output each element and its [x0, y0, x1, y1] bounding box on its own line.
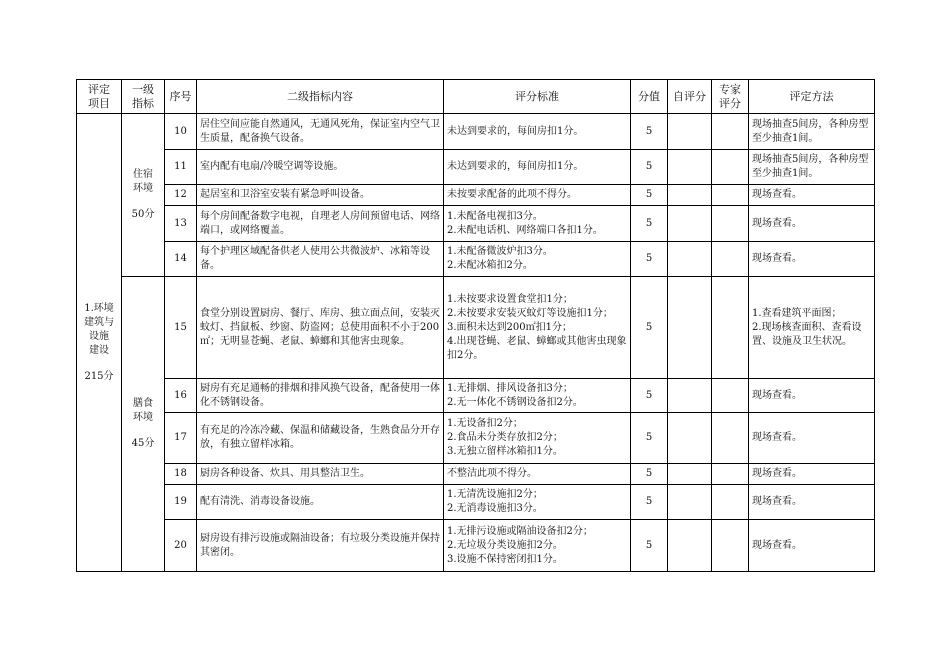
- row-content: 食堂分别设置厨房、餐厅、库房、独立面点间，安装灭蚊灯、挡鼠板、纱窗、防盗网；总使用面积不小于200㎡；无明显苍蝇、老鼠、蟑螂和其他害虫现象。: [197, 277, 444, 379]
- group-score: 50分: [131, 209, 155, 220]
- row-standard: 1.未按要求设置食堂扣1分； 2.未按要求安装灭蚊灯等设施扣1分； 3.面积未达到200㎡扣1分； 4.出现苍蝇、老鼠、蟑螂或其他害虫现象扣2分。: [444, 277, 631, 379]
- row-score: 5: [631, 150, 668, 185]
- row-method: 现场抽查5间房，各种房型至少抽查1间。: [749, 114, 875, 150]
- group-name-line: 住宿: [133, 169, 153, 180]
- row-expert-score[interactable]: [712, 485, 749, 520]
- row-expert-score[interactable]: [712, 185, 749, 206]
- header-standard: 评分标准: [444, 80, 631, 114]
- row-method: 现场查看。: [749, 242, 875, 277]
- header-row: [77, 80, 875, 114]
- row-self-score[interactable]: [668, 150, 712, 185]
- header-expert-line2: 评分: [719, 96, 741, 110]
- eval-item-score: 215分: [84, 370, 114, 382]
- table-row: [77, 277, 875, 379]
- eval-item-line: 建筑与: [84, 316, 114, 328]
- row-method: 现场查看。: [749, 485, 875, 520]
- row-method: 现场抽查5间房，各种房型至少抽查1间。: [749, 150, 875, 185]
- table-row: [77, 413, 875, 464]
- group-name-line: 环境: [133, 183, 153, 194]
- row-no: 13: [165, 206, 197, 242]
- table-row: [77, 379, 875, 413]
- header-level1-line2: 指标: [132, 96, 154, 110]
- row-content: 厨房有充足通畅的排烟和排风换气设备，配备使用一体化不锈钢设备。: [197, 379, 444, 413]
- row-self-score[interactable]: [668, 413, 712, 464]
- header-content: 二级指标内容: [197, 80, 444, 114]
- row-self-score[interactable]: [668, 206, 712, 242]
- group-name-line: 膳食: [133, 398, 153, 409]
- row-method: 现场查看。: [749, 379, 875, 413]
- header-no: 序号: [165, 80, 197, 114]
- group-score: 45分: [131, 438, 155, 449]
- table-row: [77, 520, 875, 572]
- row-score: 5: [631, 379, 668, 413]
- row-expert-score[interactable]: [712, 277, 749, 379]
- row-standard: 1.无排烟、排风设备扣3分； 2.无一体化不锈钢设备扣2分。: [444, 379, 631, 413]
- group-cell-lodging: [122, 114, 165, 277]
- header-eval-item: [77, 80, 122, 114]
- row-method: 1.查看建筑平面图； 2.现场核查面积、查看设置、设施及卫生状况。: [749, 277, 875, 379]
- row-expert-score[interactable]: [712, 413, 749, 464]
- row-self-score[interactable]: [668, 242, 712, 277]
- row-score: 5: [631, 185, 668, 206]
- row-score: 5: [631, 464, 668, 485]
- row-standard: 1.无清洗设施扣2分； 2.无消毒设施扣3分。: [444, 485, 631, 520]
- header-eval-item-line1: 评定: [88, 82, 110, 96]
- table-row: [77, 485, 875, 520]
- row-standard: 未达到要求的，每间房扣1分。: [444, 150, 631, 185]
- row-content: 室内配有电扇/冷暖空调等设施。: [197, 150, 444, 185]
- table-row: [77, 206, 875, 242]
- row-standard: 未按要求配备的此项不得分。: [444, 185, 631, 206]
- row-standard: 1.未配备电视扣3分。 2.未配电话机、网络端口各扣1分。: [444, 206, 631, 242]
- row-no: 12: [165, 185, 197, 206]
- row-standard: 不整洁此项不得分。: [444, 464, 631, 485]
- row-expert-score[interactable]: [712, 206, 749, 242]
- row-method: 现场查看。: [749, 464, 875, 485]
- evaluation-table: [76, 79, 875, 572]
- row-standard: 1.无设备扣2分； 2.食品未分类存放扣2分； 3.无独立留样冰箱扣1分。: [444, 413, 631, 464]
- row-content: 起居室和卫浴室安装有紧急呼叫设备。: [197, 185, 444, 206]
- row-content: 厨房各种设备、炊具、用具整洁卫生。: [197, 464, 444, 485]
- row-no: 15: [165, 277, 197, 379]
- row-score: 5: [631, 520, 668, 572]
- row-score: 5: [631, 413, 668, 464]
- row-score: 5: [631, 206, 668, 242]
- row-self-score[interactable]: [668, 520, 712, 572]
- row-score: 5: [631, 485, 668, 520]
- row-expert-score[interactable]: [712, 520, 749, 572]
- eval-item-cell: [77, 114, 122, 572]
- row-self-score[interactable]: [668, 379, 712, 413]
- row-content: 每个护理区域配备供老人使用公共微波炉、冰箱等设备。: [197, 242, 444, 277]
- row-no: 16: [165, 379, 197, 413]
- header-level1: [122, 80, 165, 114]
- row-content: 配有清洗、消毒设备设施。: [197, 485, 444, 520]
- row-no: 20: [165, 520, 197, 572]
- row-no: 14: [165, 242, 197, 277]
- header-expert-line1: 专家: [719, 82, 741, 96]
- row-method: 现场查看。: [749, 413, 875, 464]
- row-content: 厨房设有排污设施或隔油设备；有垃圾分类设施并保持其密闭。: [197, 520, 444, 572]
- row-self-score[interactable]: [668, 485, 712, 520]
- table-row: [77, 150, 875, 185]
- row-method: 现场查看。: [749, 206, 875, 242]
- evaluation-sheet: [76, 79, 875, 572]
- row-score: 5: [631, 277, 668, 379]
- row-score: 5: [631, 242, 668, 277]
- row-expert-score[interactable]: [712, 379, 749, 413]
- eval-item-line: 1.环境: [84, 302, 114, 314]
- row-method: 现场查看。: [749, 520, 875, 572]
- header-self-score: 自评分: [668, 80, 712, 114]
- table-row: [77, 185, 875, 206]
- row-score: 5: [631, 114, 668, 150]
- table-row: [77, 242, 875, 277]
- row-expert-score[interactable]: [712, 464, 749, 485]
- row-content: 有充足的冷冻冷藏、保温和储藏设备，生熟食品分开存放，有独立留样冰箱。: [197, 413, 444, 464]
- row-standard: 1.未配备微波炉扣3分。 2.未配冰箱扣2分。: [444, 242, 631, 277]
- table-row: [77, 464, 875, 485]
- row-self-score[interactable]: [668, 114, 712, 150]
- header-eval-item-line2: 项目: [88, 96, 110, 110]
- header-expert-score: [712, 80, 749, 114]
- row-no: 19: [165, 485, 197, 520]
- row-content: 每个房间配备数字电视，自理老人房间预留电话、网络端口，或网络覆盖。: [197, 206, 444, 242]
- header-score: 分值: [631, 80, 668, 114]
- row-self-score[interactable]: [668, 277, 712, 379]
- row-expert-score[interactable]: [712, 150, 749, 185]
- row-standard: 未达到要求的，每间房扣1分。: [444, 114, 631, 150]
- header-level1-line1: 一级: [132, 82, 154, 96]
- row-method: 现场查看。: [749, 185, 875, 206]
- row-expert-score[interactable]: [712, 114, 749, 150]
- row-self-score[interactable]: [668, 185, 712, 206]
- eval-item-line: 设施: [89, 330, 109, 342]
- row-no: 10: [165, 114, 197, 150]
- header-method: 评定方法: [749, 80, 875, 114]
- row-expert-score[interactable]: [712, 242, 749, 277]
- group-name-line: 环境: [133, 412, 153, 423]
- row-no: 18: [165, 464, 197, 485]
- table-row: [77, 114, 875, 150]
- row-no: 17: [165, 413, 197, 464]
- row-content: 居住空间应能自然通风，无通风死角，保证室内空气卫生质量，配备换气设备。: [197, 114, 444, 150]
- eval-item-line: 建设: [89, 344, 109, 356]
- group-cell-dining: [122, 277, 165, 572]
- row-no: 11: [165, 150, 197, 185]
- row-standard: 1.无排污设施或隔油设备扣2分； 2.无垃圾分类设施扣2分。 3.设施不保持密闭扣1分。: [444, 520, 631, 572]
- row-self-score[interactable]: [668, 464, 712, 485]
